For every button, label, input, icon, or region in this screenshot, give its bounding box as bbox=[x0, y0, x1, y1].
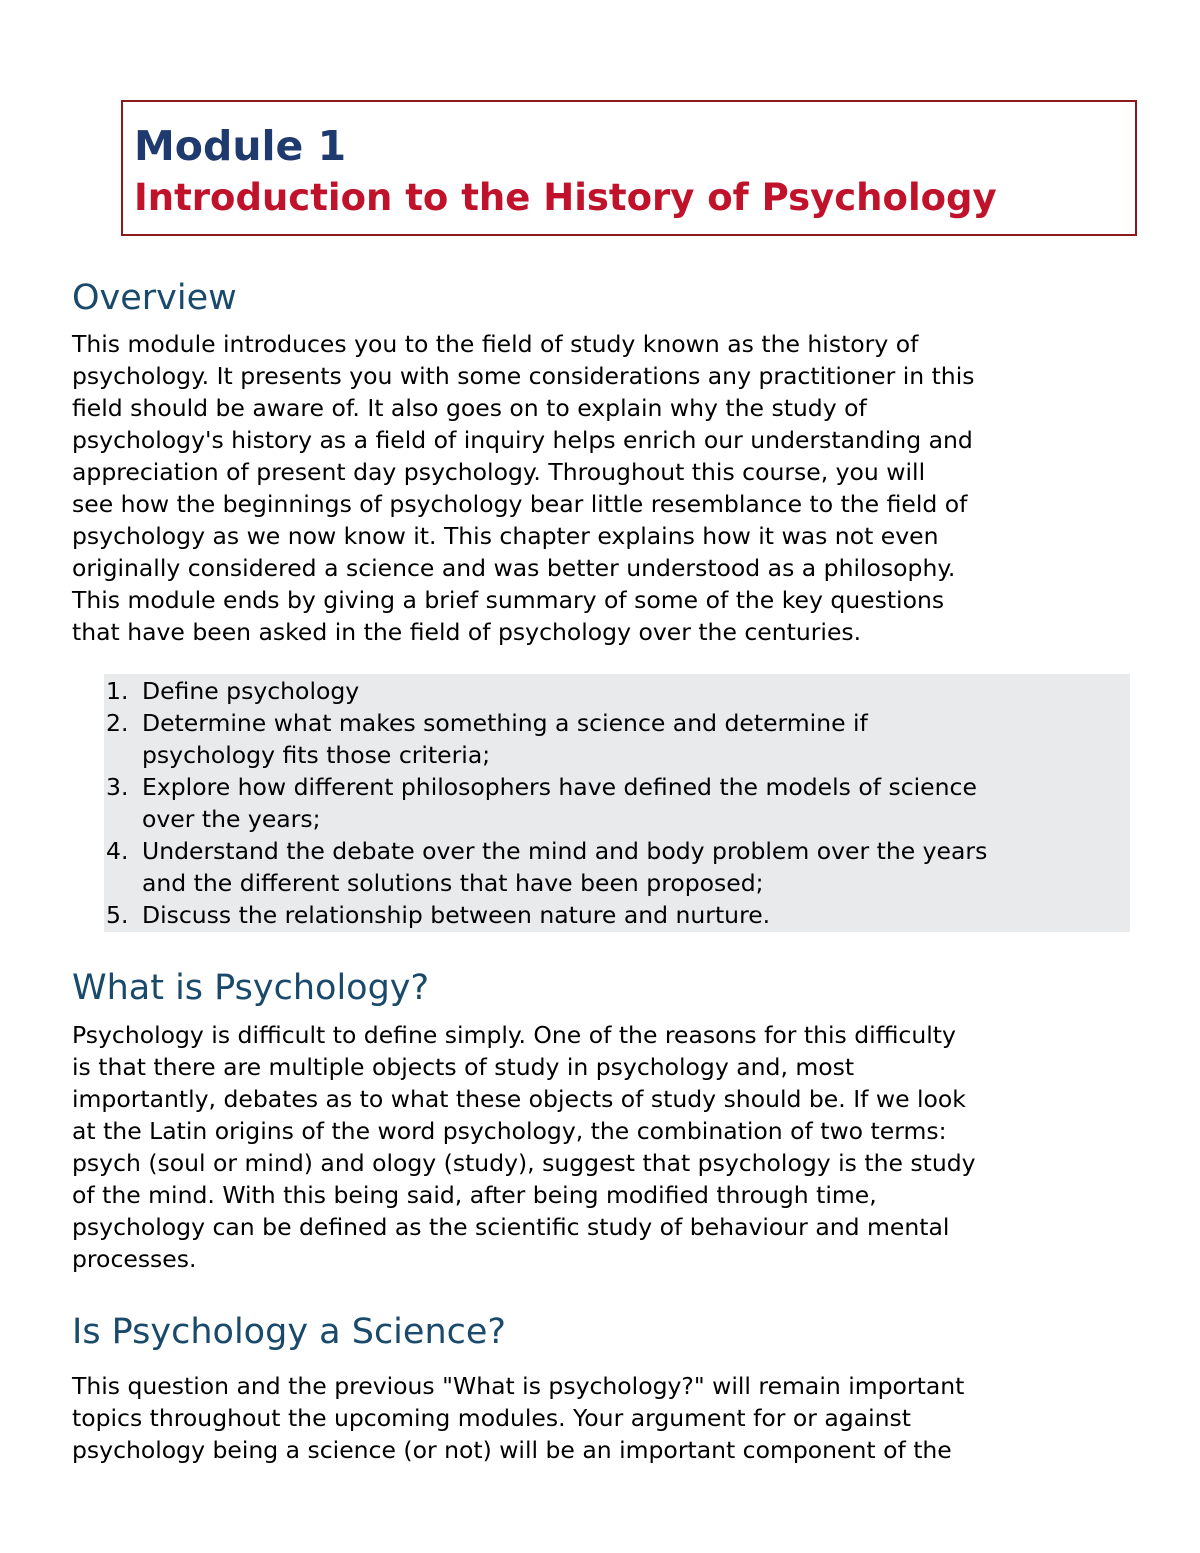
what-is-line: psychology can be defined as the scientific study of behaviour and mental bbox=[72, 1213, 950, 1241]
what-is-line: Psychology is difficult to define simply. One of the reasons for this difficulty bbox=[72, 1021, 956, 1049]
what-is-line: at the Latin origins of the word psychology, the combination of two terms: bbox=[72, 1117, 947, 1145]
objective-line: Determine what makes something a science and determine if bbox=[142, 709, 868, 737]
what-is-line: of the mind. With this being said, after being modified through time, bbox=[72, 1181, 877, 1209]
module-label: Module 1 bbox=[134, 122, 347, 170]
overview-line: originally considered a science and was better understood as a philosophy. bbox=[72, 554, 956, 582]
overview-paragraph bbox=[72, 328, 1136, 648]
module-title-box bbox=[121, 100, 1137, 236]
objective-number: 2. bbox=[106, 709, 129, 737]
overview-heading: Overview bbox=[72, 278, 237, 318]
is-science-line: topics throughout the upcoming modules. Your argument for or against bbox=[72, 1404, 911, 1432]
overview-line: This module introduces you to the field of study known as the history of bbox=[72, 330, 919, 358]
objective-number: 5. bbox=[106, 901, 129, 929]
objective-line: Discuss the relationship between nature and nurture. bbox=[142, 901, 771, 929]
what-is-line: importantly, debates as to what these objects of study should be. If we look bbox=[72, 1085, 966, 1113]
objective-number: 1. bbox=[106, 677, 129, 705]
objective-line: psychology fits those criteria; bbox=[142, 741, 491, 769]
objective-number: 4. bbox=[106, 837, 129, 865]
what-is-heading: What is Psychology? bbox=[72, 968, 430, 1008]
overview-line: psychology's history as a field of inquiry helps enrich our understanding and bbox=[72, 426, 973, 454]
is-science-paragraph bbox=[72, 1370, 1136, 1466]
what-is-line: processes. bbox=[72, 1245, 197, 1273]
overview-line: that have been asked in the field of psychology over the centuries. bbox=[72, 618, 862, 646]
overview-line: psychology. It presents you with some considerations any practitioner in this bbox=[72, 362, 975, 390]
overview-line: psychology as we now know it. This chapter explains how it was not even bbox=[72, 522, 939, 550]
what-is-line: psych (soul or mind) and ology (study), suggest that psychology is the study bbox=[72, 1149, 976, 1177]
objective-number: 3. bbox=[106, 773, 129, 801]
objective-line: over the years; bbox=[142, 805, 321, 833]
objective-line: Understand the debate over the mind and body problem over the years bbox=[142, 837, 988, 865]
objective-line: Define psychology bbox=[142, 677, 360, 705]
module-title: Introduction to the History of Psychology bbox=[134, 176, 997, 219]
objective-item bbox=[104, 835, 1130, 899]
objective-item bbox=[104, 707, 1130, 771]
overview-line: see how the beginnings of psychology bear little resemblance to the field of bbox=[72, 490, 968, 518]
objective-item bbox=[104, 899, 1130, 931]
objectives-list bbox=[104, 675, 1130, 931]
is-science-line: This question and the previous "What is psychology?" will remain important bbox=[72, 1372, 965, 1400]
is-science-heading: Is Psychology a Science? bbox=[72, 1312, 506, 1352]
objectives-box bbox=[104, 674, 1130, 932]
objective-line: and the different solutions that have been proposed; bbox=[142, 869, 764, 897]
objective-line: Explore how different philosophers have defined the models of science bbox=[142, 773, 977, 801]
objective-item bbox=[104, 675, 1130, 707]
overview-line: appreciation of present day psychology. Throughout this course, you will bbox=[72, 458, 926, 486]
is-science-line: psychology being a science (or not) will be an important component of the bbox=[72, 1436, 952, 1464]
overview-line: field should be aware of. It also goes on to explain why the study of bbox=[72, 394, 867, 422]
objective-item bbox=[104, 771, 1130, 835]
what-is-line: is that there are multiple objects of study in psychology and, most bbox=[72, 1053, 855, 1081]
overview-line: This module ends by giving a brief summary of some of the key questions bbox=[72, 586, 945, 614]
what-is-paragraph bbox=[72, 1019, 1136, 1275]
